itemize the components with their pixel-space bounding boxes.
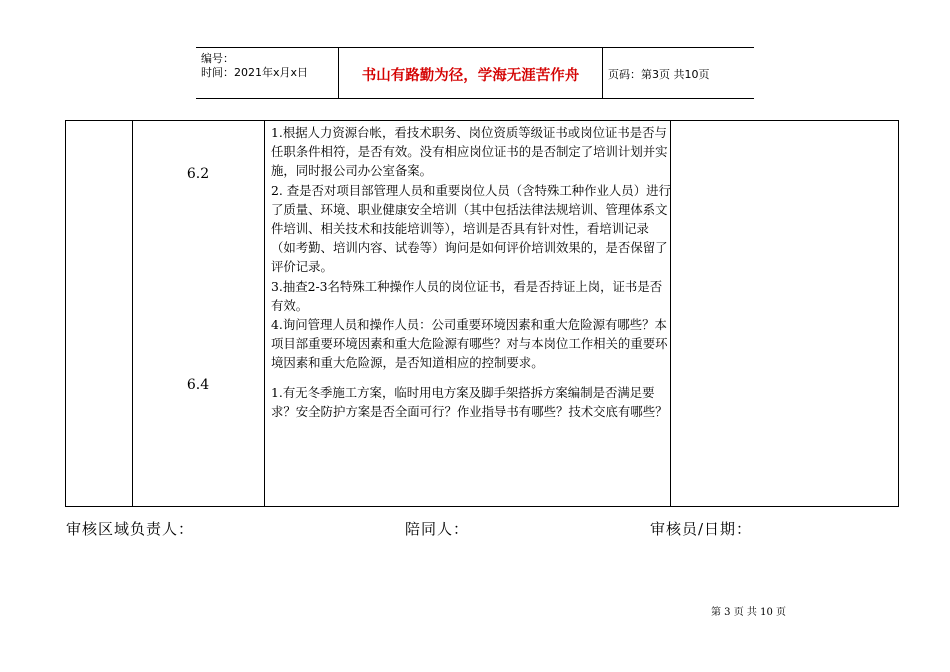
- audit-table: [65, 120, 899, 507]
- paragraph-gap: [271, 373, 671, 383]
- document-time-label: 时间：2021年x月x日: [201, 66, 309, 79]
- area-head-signature-label: 审核区域负责人：: [66, 520, 195, 538]
- clause-number: 6.2: [186, 166, 210, 182]
- audit-item: 2. 查是否对项目部管理人员和重要岗位人员（含特殊工种作业人员）进行了质量、环境、职业健康安全培训（其中包括法律法规培训、管理体系文件培训、相关技术和技能培训等），培训是否具有针对性，看培训记录（如考勤、培训内容、试卷等）询问是如何评价培训效果的，是否保留了评价记录。: [271, 182, 671, 275]
- clause-number: 6.4: [186, 377, 210, 393]
- header-meta-cell: [196, 48, 339, 98]
- audit-item: 4.询问管理人员和操作人员：公司重要环境因素和重大危险源有哪些？本项目部重要环境因素和重大危险源有哪些？对与本岗位工作相关的重要环境因素和重大危险源，是否知道相应的控制要求。: [271, 317, 668, 371]
- companion-signature-label: 陪同人：: [405, 520, 470, 538]
- audit-item: 1.有无冬季施工方案，临时用电方案及脚手架搭拆方案编制是否满足要求？安全防护方案是否全面可行？作业指导书有哪些？技术交底有哪些？: [271, 384, 668, 419]
- page-footer: 第 3 页 共 10 页: [711, 607, 786, 618]
- audit-item: 3.抽查2-3名特殊工种操作人员的岗位证书，看是否持证上岗，证书是否有效。: [271, 278, 663, 313]
- header-page-cell: [602, 48, 755, 98]
- document-number-label: 编号：: [201, 52, 234, 65]
- table-column-divider: [264, 121, 265, 506]
- audit-item: 1.根据人力资源台帐，看技术职务、岗位资质等级证书或岗位证书是否与任职条件相符，是否有效。没有相应岗位证书的是否制定了培训计划并实施，同时报公司办公室备案。: [271, 125, 668, 179]
- audit-content-cell: [271, 123, 671, 421]
- header-motto: 书山有路勤为径，学海无涯苦作舟: [361, 68, 580, 84]
- auditor-date-signature-label: 审核员/日期：: [650, 520, 753, 538]
- page-header: [196, 47, 754, 99]
- header-page-code: 页码：第3页 共10页: [608, 68, 710, 81]
